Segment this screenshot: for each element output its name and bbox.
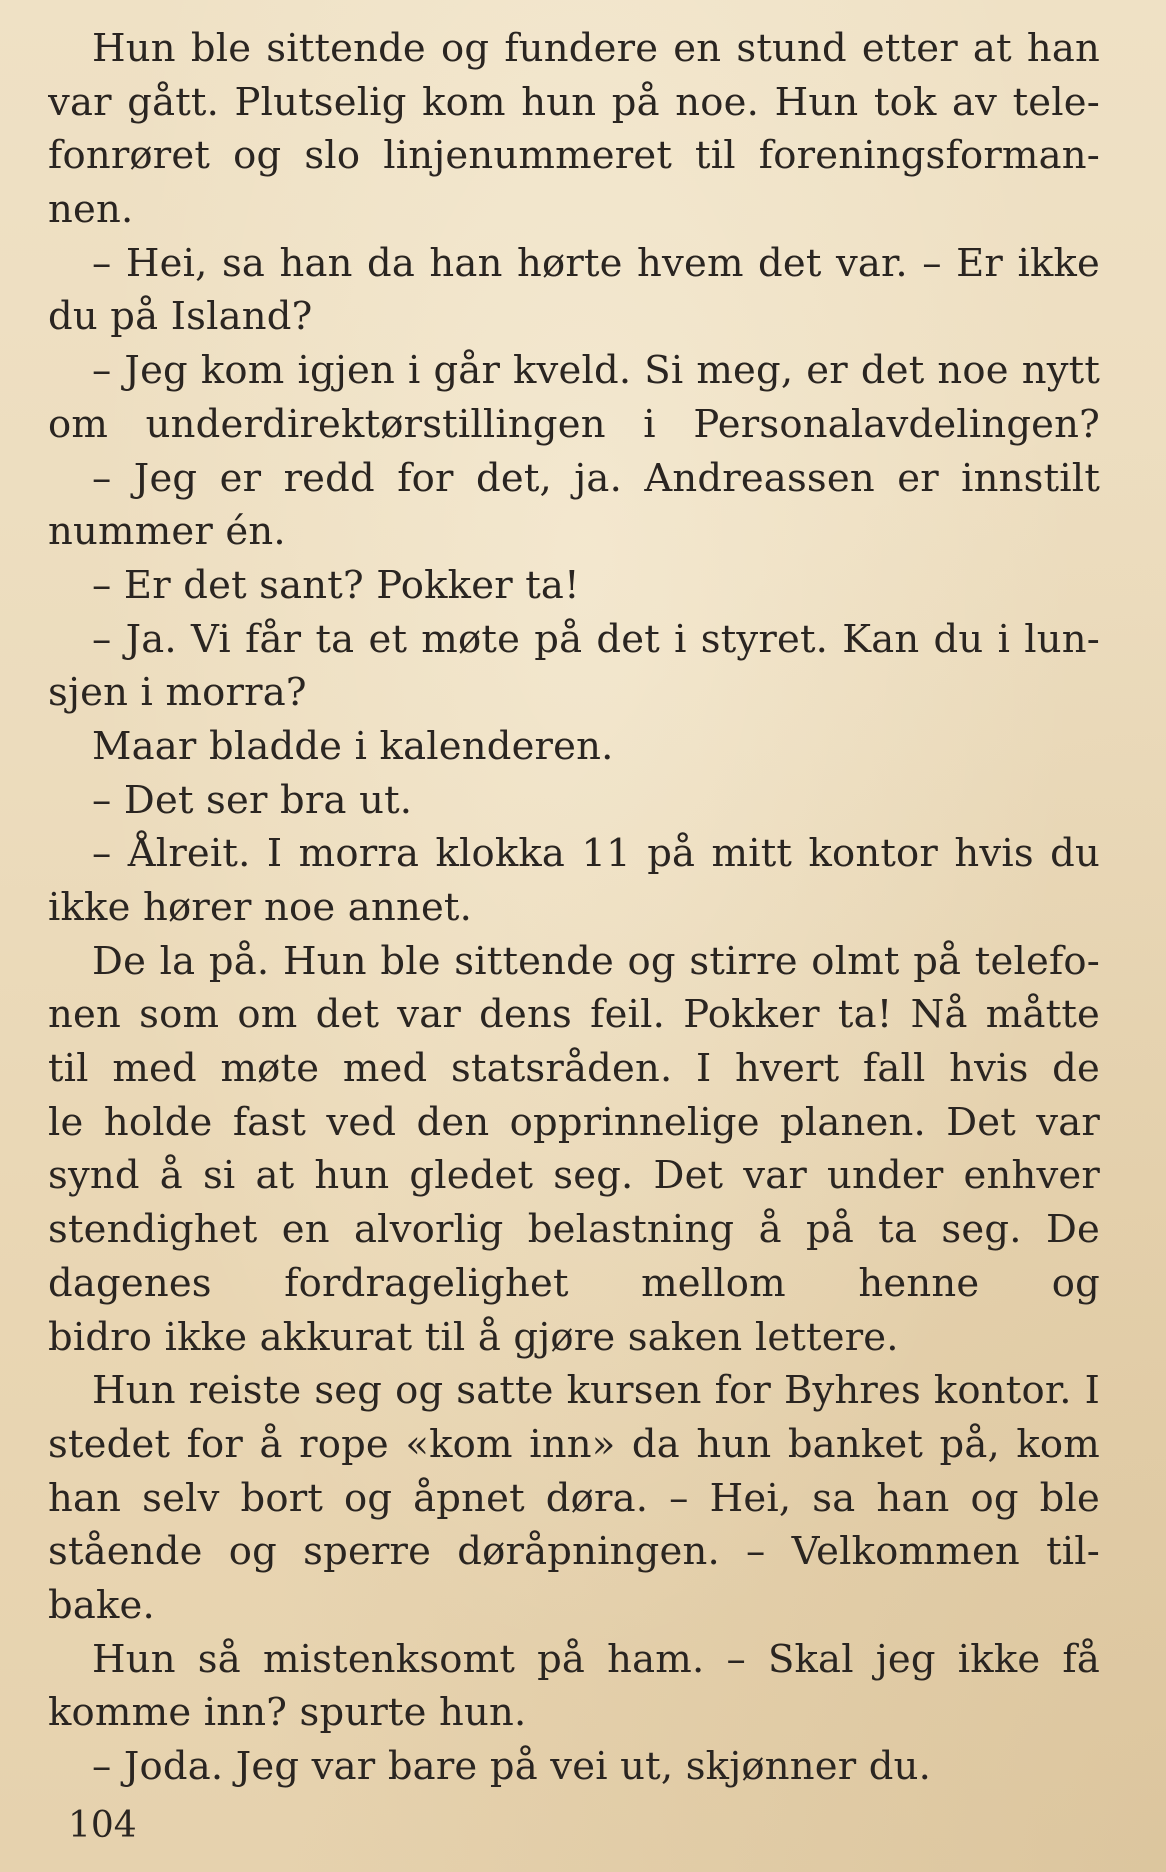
text-line: Maar bladde i kalenderen.	[92, 723, 614, 769]
text-line: nummer én.	[48, 509, 286, 555]
text-line: Hun så mistenksomt på ham. – Skal jeg ikke få	[92, 1636, 1100, 1682]
text-line: dagenes fordragelighet mellom henne og	[48, 1260, 1100, 1306]
text-line: Hun reiste seg og satte kursen for Byhres kontor. I	[92, 1368, 1100, 1414]
text-line: – Joda. Jeg var bare på vei ut, skjønner du.	[92, 1744, 932, 1789]
text-line: bidro ikke akkurat til å gjøre saken lettere.	[48, 1314, 899, 1360]
text-line: nen.	[48, 187, 134, 233]
text-line: fonrøret og slo linjenummeret til foreningsforman-	[48, 133, 1100, 179]
text-line: stendighet en alvorlig belastning å på ta seg. De	[48, 1207, 1100, 1253]
text-line: bake.	[48, 1582, 155, 1628]
text-line: ikke hører noe annet.	[48, 885, 473, 930]
text-line: om underdirektørstillingen i Personalavdelingen?	[48, 401, 1100, 447]
text-line: – Det ser bra ut.	[92, 777, 413, 823]
text-line: sjen i morra?	[48, 670, 307, 716]
text-line: – Jeg kom igjen i går kveld. Si meg, er det noe nytt	[92, 348, 1100, 394]
text-line: le holde fast ved den opprinnelige planen. Det var	[48, 1099, 1100, 1145]
text-line: stedet for å rope «kom inn» da hun banket på, kom	[48, 1421, 1100, 1467]
text-line: du på Island?	[48, 294, 313, 340]
text-line: – Jeg er redd for det, ja. Andreassen er innstilt	[92, 455, 1100, 501]
text-line: – Ålreit. I morra klokka 11 på mitt kontor hvis du	[92, 831, 1100, 877]
text-line: – Ja. Vi får ta et møte på det i styret. Kan du i lun-	[92, 616, 1100, 662]
text-line: De la på. Hun ble sittende og stirre olmt på telefo-	[92, 938, 1100, 984]
page-number: 104	[68, 1805, 137, 1846]
text-line: var gått. Plutselig kom hun på noe. Hun tok av tele-	[48, 79, 1100, 125]
text-line: komme inn? spurte hun.	[48, 1690, 527, 1736]
text-line: Hun ble sittende og fundere en stund etter at han	[92, 26, 1100, 71]
text-line: – Er det sant? Pokker ta!	[92, 562, 580, 608]
text-line: til med møte med statsråden. I hvert fall hvis de	[48, 1046, 1100, 1092]
text-line: nen som om det var dens feil. Pokker ta! Nå måtte	[48, 992, 1100, 1038]
text-line: han selv bort og åpnet døra. – Hei, sa han og ble	[48, 1475, 1100, 1521]
body-text	[48, 22, 1100, 1794]
text-line: synd å si at hun gledet seg. Det var under enhver	[48, 1153, 1100, 1199]
text-line: stående og sperre døråpningen. – Velkommen til-	[48, 1529, 1100, 1575]
text-line: – Hei, sa han da han hørte hvem det var. – Er ikke	[92, 240, 1100, 286]
